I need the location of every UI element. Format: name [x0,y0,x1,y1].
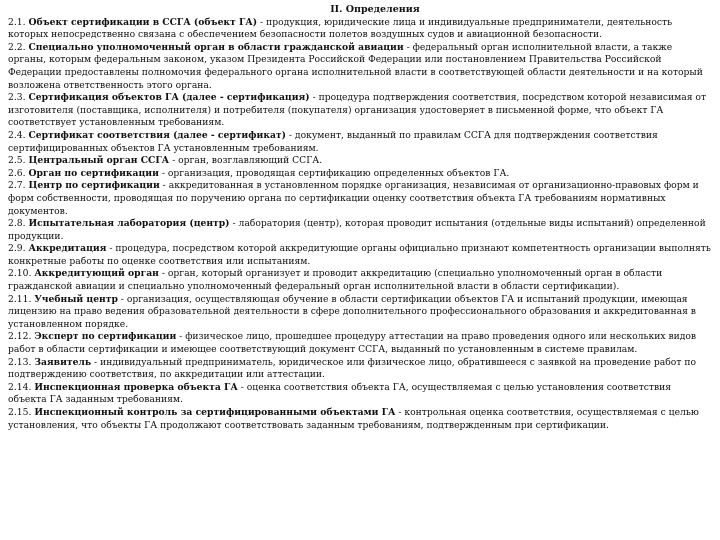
definition-text: - лаборатория (центр), которая проводит испытания (отдельные виды испытаний) определенной продукции. [8,218,706,242]
definition-text: - аккредитованная в установленном порядке организация, независимая от организационно-правовых форм и форм собственности, проводящая по поручению органа по сертификации оценку соответствия объекта ГА требованиям нормативных документов. [8,180,699,217]
definition-2-3 [8,92,712,130]
item-number: 2.7. [8,180,26,192]
definition-term: Инспекционная проверка объекта ГА [34,381,238,393]
definition-2-9 [8,243,712,268]
definition-term: Центр по сертификации [28,180,160,192]
definition-text: - организация, осуществляющая обучение в области сертификации объектов ГА и испытаний продукции, имеющая лицензию на право ведения образовательной деятельности в сфере дополнительного профессионального образования и аккредитованная в установленном порядке. [8,293,696,330]
item-number: 2.3. [8,92,26,104]
item-number: 2.2. [8,41,26,53]
definition-text: - орган, который организует и проводит аккредитацию (специально уполномоченный орган в области гражданской авиации и специально уполномоченный федеральный орган исполнительной власти в области сертификации). [8,268,663,293]
definition-term: Инспекционный контроль за сертифицированными объектами ГА [34,407,396,418]
item-number: 2.8. [8,218,26,230]
item-number: 2.12. [8,331,32,343]
definition-2-2 [8,42,712,92]
item-number: 2.1. [8,16,26,28]
definition-2-4 [8,130,712,155]
definition-text: - процедура подтверждения соответствия, посредством которой независимая от изготовителя (поставщика, исполнителя) и потребителя (покупателя) организация удостоверяет в письменной форме, что объект ГА соответствует установленным требованиям. [8,92,707,129]
definition-2-6 [8,168,712,181]
definition-term: Центральный орган ССГА [28,155,170,167]
definition-2-12 [8,331,712,356]
definition-text: - индивидуальный предприниматель, юридическое или физическое лицо, обратившееся с заявкой на проведение работ по подтверждению соответствия, по аккредитации или аттестации. [8,356,696,381]
definition-term: Аккредитация [28,243,107,255]
item-number: 2.4. [8,129,26,141]
definition-term: Учебный центр [34,293,118,305]
section-heading: II. Определения [330,4,420,15]
item-number: 2.9. [8,243,26,255]
definition-term: Аккредитующий орган [34,268,159,280]
item-number: 2.6. [8,167,26,179]
definition-text: - физическое лицо, прошедшее процедуру аттестации на право проведения одного или нескольких видов работ в области сертификации и имеющее соответствующий документ ССГА, выданный по установленным в системе правилам. [8,331,697,356]
item-number: 2.15. [8,407,32,418]
definition-term: Заявитель [34,356,92,368]
definition-2-8 [8,218,712,243]
definition-2-10 [8,268,712,293]
definition-text: - документ, выданный по правилам ССГА для подтверждения соответствия сертифицированных объектов ГА установленным требованиям. [8,129,658,154]
definition-text: - организация, проводящая сертификацию определенных объектов ГА. [158,167,510,179]
definition-2-7 [8,180,712,218]
definition-text: - федеральный орган исполнительной власти, а также органы, которым федеральным законом, указом Президента Российской Федерации или постановлением Правительства Российской Федерации предоставлены полномочия федерального органа исполнительной власти в соответствующей области деятельности и на который возложена ответственность этого органа. [8,41,703,91]
definition-term: Сертификация объектов ГА (далее - сертификация) [28,92,310,104]
definition-2-5 [8,155,712,168]
item-number: 2.10. [8,268,32,280]
definition-text: - контрольная оценка соответствия, осуществляемая с целью установления, что объекты ГА продолжают соответствовать заданным требованиям, подтвержденным при сертификации. [8,407,699,431]
definition-2-15 [8,407,712,432]
item-number: 2.11. [8,293,32,305]
item-number: 2.14. [8,381,32,393]
item-number: 2.13. [8,356,32,368]
definition-2-1 [8,17,712,42]
definition-term: Сертификат соответствия (далее - сертификат) [28,129,286,141]
item-number: 2.5. [8,155,26,167]
definition-2-13 [8,357,712,382]
definition-text: - оценка соответствия объекта ГА, осуществляемая с целью установления соответствия объекта ГА заданным требованиям. [8,381,672,406]
definition-term: Объект сертификации в ССГА (объект ГА) [28,16,258,28]
definition-text: - орган, возглавляющий ССГА. [169,155,323,167]
definition-term: Испытательная лаборатория (центр) [28,218,230,230]
definition-term: Орган по сертификации [28,167,159,179]
definition-2-11 [8,294,712,332]
definition-text: - процедура, посредством которой аккредитующие органы официально признают компетентность организации выполнять конкретные работы по оценке соответствия или испытаниям. [8,243,711,267]
definition-term: Эксперт по сертификации [34,331,177,343]
definition-2-14 [8,382,712,407]
definition-text: - продукция, юридические лица и индивидуальные предприниматели, деятельность которых непосредственно связана с обеспечением безопасности полетов воздушных судов и авиационной безопасности. [8,16,673,41]
definition-term: Специально уполномоченный орган в области гражданской авиации [28,41,404,53]
